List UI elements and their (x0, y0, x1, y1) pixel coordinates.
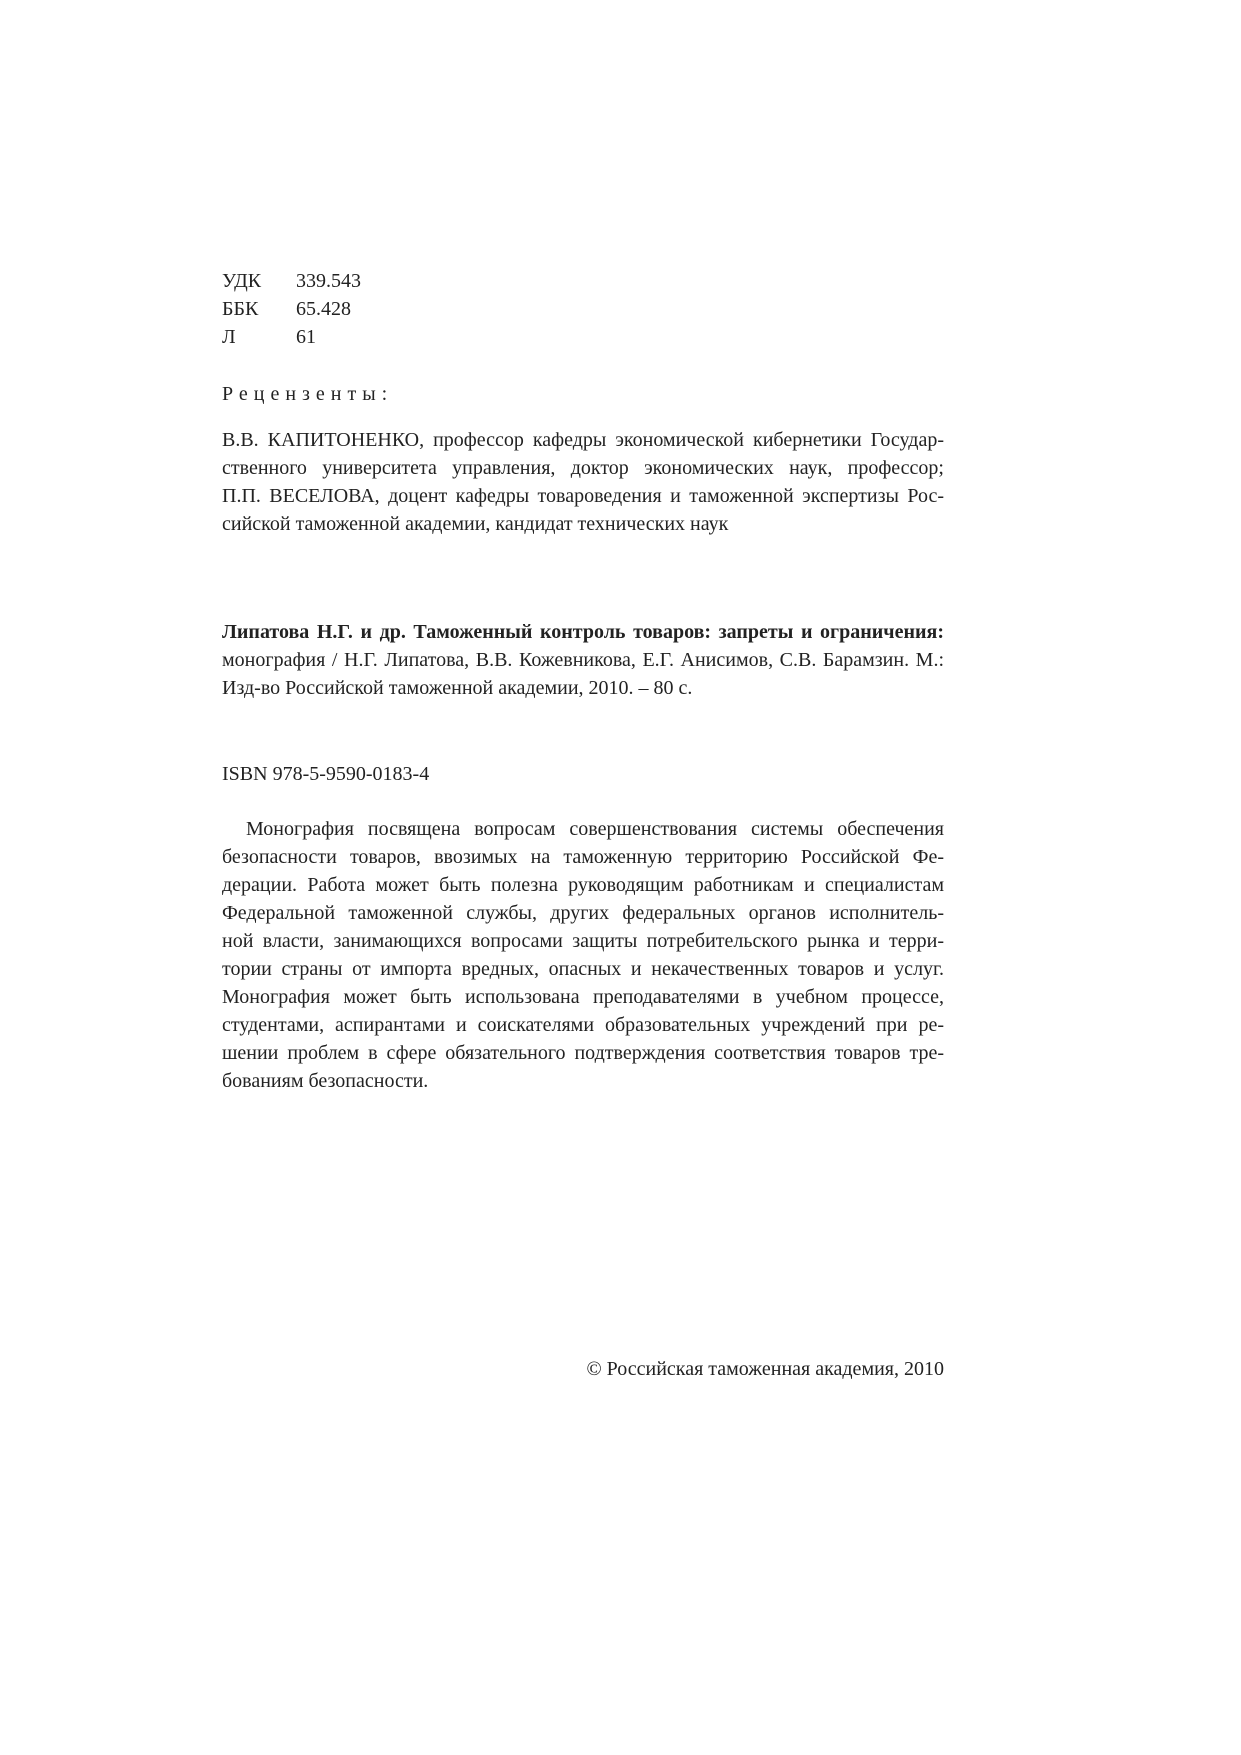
annotation-line: шении проблем в сфере обязательного подтверждения соответствия товаров тре- (222, 1042, 944, 1064)
annotation-line: тории страны от импорта вредных, опасных и некачественных товаров и услуг. (222, 958, 944, 980)
udk-row (222, 267, 944, 295)
annotation-line: дерации. Работа может быть полезна руководящим работникам и специалистам (222, 874, 944, 896)
annotation-line: безопасности товаров, ввозимых на таможенную территорию Российской Фе- (222, 846, 944, 868)
udk-value: 339.543 (296, 270, 361, 292)
annotation-line: ной власти, занимающихся вопросами защиты потребительского рынка и терри- (222, 930, 944, 952)
isbn: ISBN 978-5-9590-0183-4 (222, 763, 430, 785)
classification-codes (222, 267, 944, 351)
bibliography-authors: монография / Н.Г. Липатова, В.В. Кожевникова, Е.Г. Анисимов, С.В. Барамзин. М.: (222, 649, 944, 671)
reviewers-heading: Рецензенты: (222, 383, 394, 405)
copyright-notice: © Российская таможенная академия, 2010 (586, 1358, 944, 1380)
reviewers-line: ственного университета управления, доктор экономических наук, профессор; (222, 457, 944, 479)
annotation-line: Монография может быть использована преподавателями в учебном процессе, (222, 986, 944, 1008)
author-mark-row (222, 323, 944, 351)
annotation-line: бованиям безопасности. (222, 1070, 429, 1092)
bibliography-publisher: Изд-во Российской таможенной академии, 2010. – 80 с. (222, 677, 693, 699)
bbk-label: ББК (222, 298, 259, 320)
annotation-line: Монография посвящена вопросам совершенствования системы обеспечения (246, 818, 944, 840)
reviewers-line: П.П. ВЕСЕЛОВА, доцент кафедры товароведения и таможенной экспертизы Рос- (222, 485, 944, 507)
reviewers-line: сийской таможенной академии, кандидат технических наук (222, 513, 729, 535)
bbk-value: 65.428 (296, 298, 351, 320)
annotation (222, 815, 944, 1095)
bbk-row (222, 295, 944, 323)
annotation-line: студентами, аспирантами и соискателями образовательных учреждений при ре- (222, 1014, 944, 1036)
author-mark-label: Л (222, 326, 236, 348)
bibliography-title: Липатова Н.Г. и др. Таможенный контроль товаров: запреты и ограничения: (222, 621, 944, 643)
author-mark-value: 61 (296, 326, 316, 348)
reviewers-line: В.В. КАПИТОНЕНКО, профессор кафедры экономической кибернетики Государ- (222, 429, 944, 451)
bibliographic-record (222, 618, 944, 702)
reviewers-block (222, 426, 944, 538)
udk-label: УДК (222, 270, 262, 292)
annotation-line: Федеральной таможенной службы, других федеральных органов исполнитель- (222, 902, 944, 924)
